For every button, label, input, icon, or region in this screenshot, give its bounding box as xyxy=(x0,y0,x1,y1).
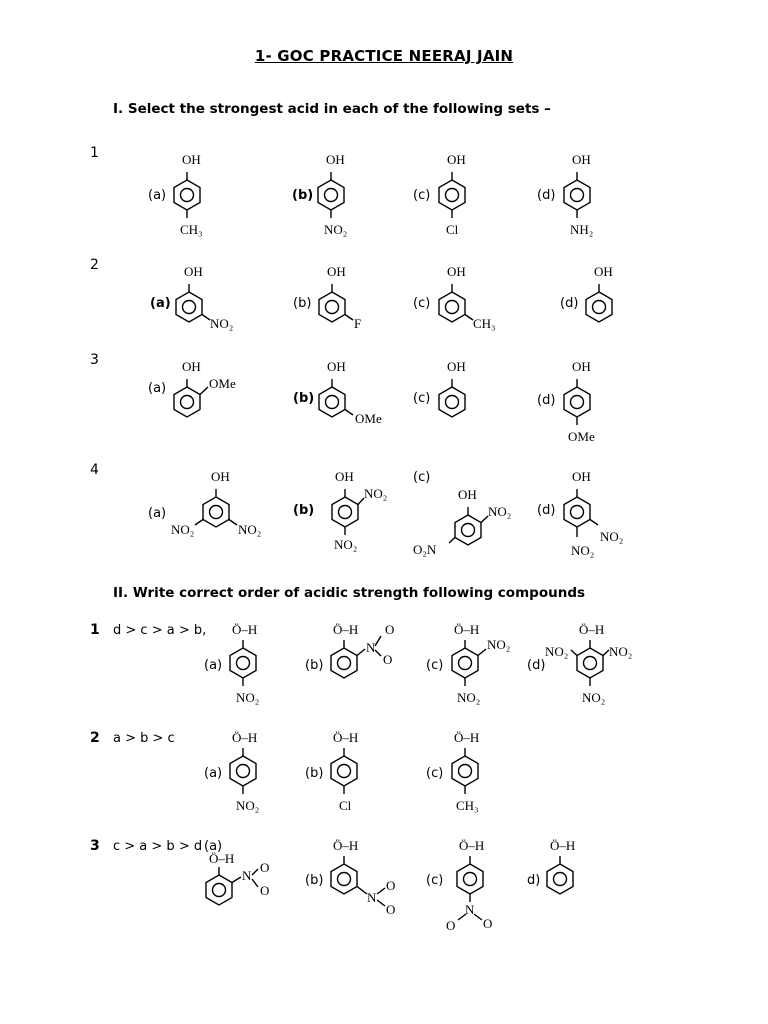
option-label: (c) xyxy=(426,873,444,888)
svg-text:N: N xyxy=(465,902,475,917)
svg-text:OH: OH xyxy=(447,359,466,374)
svg-text:O: O xyxy=(446,918,456,933)
phenol-structure xyxy=(562,357,612,447)
phenol-structure xyxy=(437,150,477,240)
question-number: 2 xyxy=(90,257,99,273)
section-2-heading: II. Write correct order of acidic strength following compounds xyxy=(113,585,586,601)
svg-text:NO₂: NO₂ xyxy=(582,690,606,705)
option-label: (b) xyxy=(292,188,314,203)
phenol-structure xyxy=(228,618,288,713)
phenol-structure xyxy=(317,262,377,342)
option-label: (b) xyxy=(293,503,315,518)
question-number: 3 xyxy=(90,838,100,854)
option-label: (d) xyxy=(560,296,579,311)
svg-text:N: N xyxy=(366,640,376,655)
svg-text:CH₃: CH₃ xyxy=(456,798,479,813)
svg-text:F: F xyxy=(354,316,362,331)
option-label: (c) xyxy=(413,470,431,485)
phenol-structure xyxy=(562,150,602,240)
svg-text:OH: OH xyxy=(327,264,346,279)
answer-order: d > c > a > b, xyxy=(113,623,207,638)
phenol-structure xyxy=(317,357,397,437)
option-label: (a) xyxy=(204,658,223,673)
svg-text:NO₂: NO₂ xyxy=(236,690,260,705)
option-label: (b) xyxy=(293,296,312,311)
phenol-structure xyxy=(446,834,516,939)
phenol-structure xyxy=(437,357,477,427)
svg-text:Ö–H: Ö–H xyxy=(232,730,258,745)
option-label: (c) xyxy=(413,296,431,311)
answer-order: a > b > c xyxy=(113,731,175,746)
svg-text:OH: OH xyxy=(594,264,613,279)
phenol-structure xyxy=(174,262,244,342)
option-label: (a) xyxy=(150,296,171,311)
option-label: (c) xyxy=(426,766,444,781)
phenol-structure xyxy=(584,262,624,332)
svg-text:Ö–H: Ö–H xyxy=(550,838,576,853)
svg-text:Ö–H: Ö–H xyxy=(333,730,359,745)
svg-text:Ö–H: Ö–H xyxy=(232,622,258,637)
svg-text:O: O xyxy=(386,902,396,917)
svg-text:OH: OH xyxy=(458,487,477,502)
option-label: (d) xyxy=(537,393,556,408)
svg-text:O: O xyxy=(383,652,393,667)
svg-text:Ö–H: Ö–H xyxy=(454,622,480,637)
svg-text:NO₂: NO₂ xyxy=(334,537,358,552)
phenol-structure xyxy=(204,849,294,919)
svg-text:NO₂: NO₂ xyxy=(609,644,633,659)
svg-text:O₂N: O₂N xyxy=(413,542,437,557)
section-1-heading: I. Select the strongest acid in each of the following sets – xyxy=(113,101,551,117)
phenol-structure xyxy=(450,618,530,713)
option-label: (b) xyxy=(305,873,324,888)
svg-text:NO₂: NO₂ xyxy=(324,222,348,237)
svg-text:NO₂: NO₂ xyxy=(487,637,511,652)
svg-text:Ö–H: Ö–H xyxy=(579,622,605,637)
svg-text:OH: OH xyxy=(572,359,591,374)
phenol-structure xyxy=(413,485,523,565)
svg-text:NO₂: NO₂ xyxy=(171,522,195,537)
phenol-structure xyxy=(562,467,642,562)
svg-text:N: N xyxy=(367,890,377,905)
svg-text:NO₂: NO₂ xyxy=(364,486,388,501)
question-number: 3 xyxy=(90,352,99,368)
phenol-structure xyxy=(329,618,409,698)
svg-text:NO₂: NO₂ xyxy=(457,690,481,705)
phenol-structure xyxy=(172,150,212,240)
phenol-structure xyxy=(228,726,288,821)
svg-text:OH: OH xyxy=(211,469,230,484)
svg-text:NO₂: NO₂ xyxy=(600,529,624,544)
option-label: d) xyxy=(527,873,541,888)
svg-text:NO₂: NO₂ xyxy=(236,798,260,813)
svg-text:OMe: OMe xyxy=(568,429,595,444)
svg-text:N: N xyxy=(242,868,252,883)
option-label: (a) xyxy=(148,381,167,396)
svg-text:NO₂: NO₂ xyxy=(210,316,234,331)
svg-text:OMe: OMe xyxy=(209,376,236,391)
option-label: (b) xyxy=(305,766,324,781)
svg-text:O: O xyxy=(386,878,396,893)
option-label: (b) xyxy=(305,658,324,673)
svg-text:OH: OH xyxy=(327,359,346,374)
svg-text:OH: OH xyxy=(335,469,354,484)
svg-text:Ö–H: Ö–H xyxy=(333,838,359,853)
svg-text:Ö–H: Ö–H xyxy=(333,622,359,637)
option-label: (c) xyxy=(413,188,431,203)
phenol-structure xyxy=(329,834,419,924)
svg-text:Cl: Cl xyxy=(446,222,459,237)
option-label: (d) xyxy=(537,188,556,203)
svg-text:OMe: OMe xyxy=(355,411,382,426)
question-number: 1 xyxy=(90,622,100,638)
phenol-structure xyxy=(545,834,605,904)
svg-text:OH: OH xyxy=(182,359,201,374)
svg-text:NO₂: NO₂ xyxy=(238,522,262,537)
svg-text:OH: OH xyxy=(572,469,591,484)
svg-text:NH₂: NH₂ xyxy=(570,222,594,237)
svg-text:CH₃: CH₃ xyxy=(180,222,203,237)
svg-text:O: O xyxy=(260,883,270,898)
svg-text:O: O xyxy=(483,916,493,931)
option-label: (a) xyxy=(204,839,223,854)
phenol-structure xyxy=(316,150,356,240)
phenol-structure xyxy=(168,467,278,547)
svg-text:Cl: Cl xyxy=(339,798,352,813)
svg-text:O: O xyxy=(385,622,395,637)
svg-text:O: O xyxy=(260,860,270,875)
option-label: (c) xyxy=(426,658,444,673)
question-number: 2 xyxy=(90,730,100,746)
svg-text:OH: OH xyxy=(326,152,345,167)
option-label: (c) xyxy=(413,391,431,406)
option-label: (d) xyxy=(527,658,546,673)
question-number: 1 xyxy=(90,145,99,161)
svg-text:OH: OH xyxy=(447,264,466,279)
phenol-structure xyxy=(450,726,510,821)
svg-text:OH: OH xyxy=(447,152,466,167)
phenol-structure xyxy=(329,726,389,821)
svg-text:OH: OH xyxy=(182,152,201,167)
svg-text:Ö–H: Ö–H xyxy=(454,730,480,745)
svg-text:Ö–H: Ö–H xyxy=(459,838,485,853)
option-label: (a) xyxy=(148,506,167,521)
svg-text:CH₃: CH₃ xyxy=(473,316,496,331)
phenol-structure xyxy=(437,262,507,342)
svg-text:Ö–H: Ö–H xyxy=(209,851,235,866)
svg-text:OH: OH xyxy=(184,264,203,279)
svg-text:NO₂: NO₂ xyxy=(545,644,569,659)
option-label: (a) xyxy=(204,766,223,781)
page-title: 1- GOC PRACTICE NEERAJ JAIN xyxy=(254,47,514,65)
phenol-structure xyxy=(172,357,252,427)
phenol-structure xyxy=(327,467,407,557)
svg-text:OH: OH xyxy=(572,152,591,167)
svg-text:NO₂: NO₂ xyxy=(571,543,595,558)
option-label: (b) xyxy=(293,391,315,406)
phenol-structure xyxy=(545,618,655,713)
answer-order: c > a > b > d xyxy=(113,839,203,854)
question-number: 4 xyxy=(90,462,99,478)
option-label: (d) xyxy=(537,503,556,518)
svg-text:NO₂: NO₂ xyxy=(488,504,512,519)
option-label: (a) xyxy=(148,188,167,203)
